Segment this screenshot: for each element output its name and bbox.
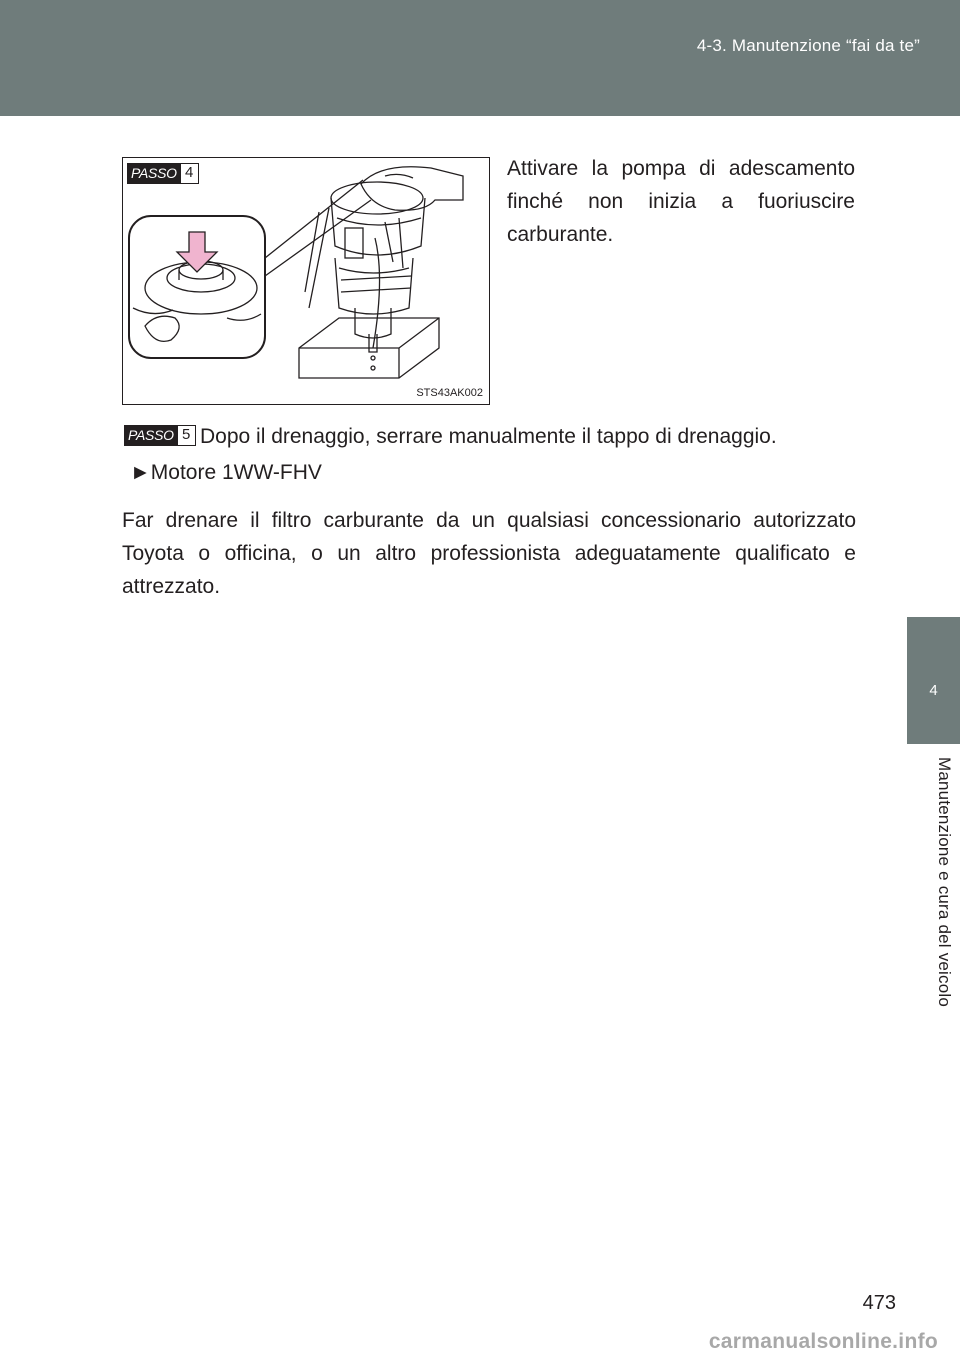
chapter-number: 4 — [929, 682, 938, 699]
step-number: 5 — [178, 425, 196, 446]
chapter-tab — [907, 617, 960, 744]
section-title: 4-3. Manutenzione “fai da te” — [696, 36, 920, 55]
page-header — [0, 0, 960, 116]
chapter-label: Manutenzione e cura del veicolo — [935, 757, 954, 1008]
step-4-badge — [127, 163, 199, 184]
priming-pump-drawing — [123, 158, 489, 404]
page-number: 473 — [862, 1292, 896, 1314]
body-paragraph: Far drenare il filtro carburante da un qualsiasi concessionario autorizzato Toyota o officina, o un altro professionista adeguatamente qualificato e attrezzato. — [122, 509, 856, 598]
step-4-instruction: Attivare la pompa di adescamento finché non inizia a fuoriuscire carburante. — [507, 157, 855, 246]
watermark: carmanualsonline.info — [708, 1330, 938, 1353]
figure-code: STS43AK002 — [416, 387, 483, 399]
engine-variant-heading: ►Motore 1WW-FHV — [130, 461, 322, 484]
step-label: PASSO — [124, 425, 178, 446]
step-number: 4 — [181, 163, 199, 184]
step-5-badge — [124, 425, 196, 446]
step-5-instruction: Dopo il drenaggio, serrare manualmente il tappo di drenaggio. — [200, 425, 777, 448]
fuel-filter-illustration — [122, 157, 490, 405]
step-label: PASSO — [127, 163, 181, 184]
